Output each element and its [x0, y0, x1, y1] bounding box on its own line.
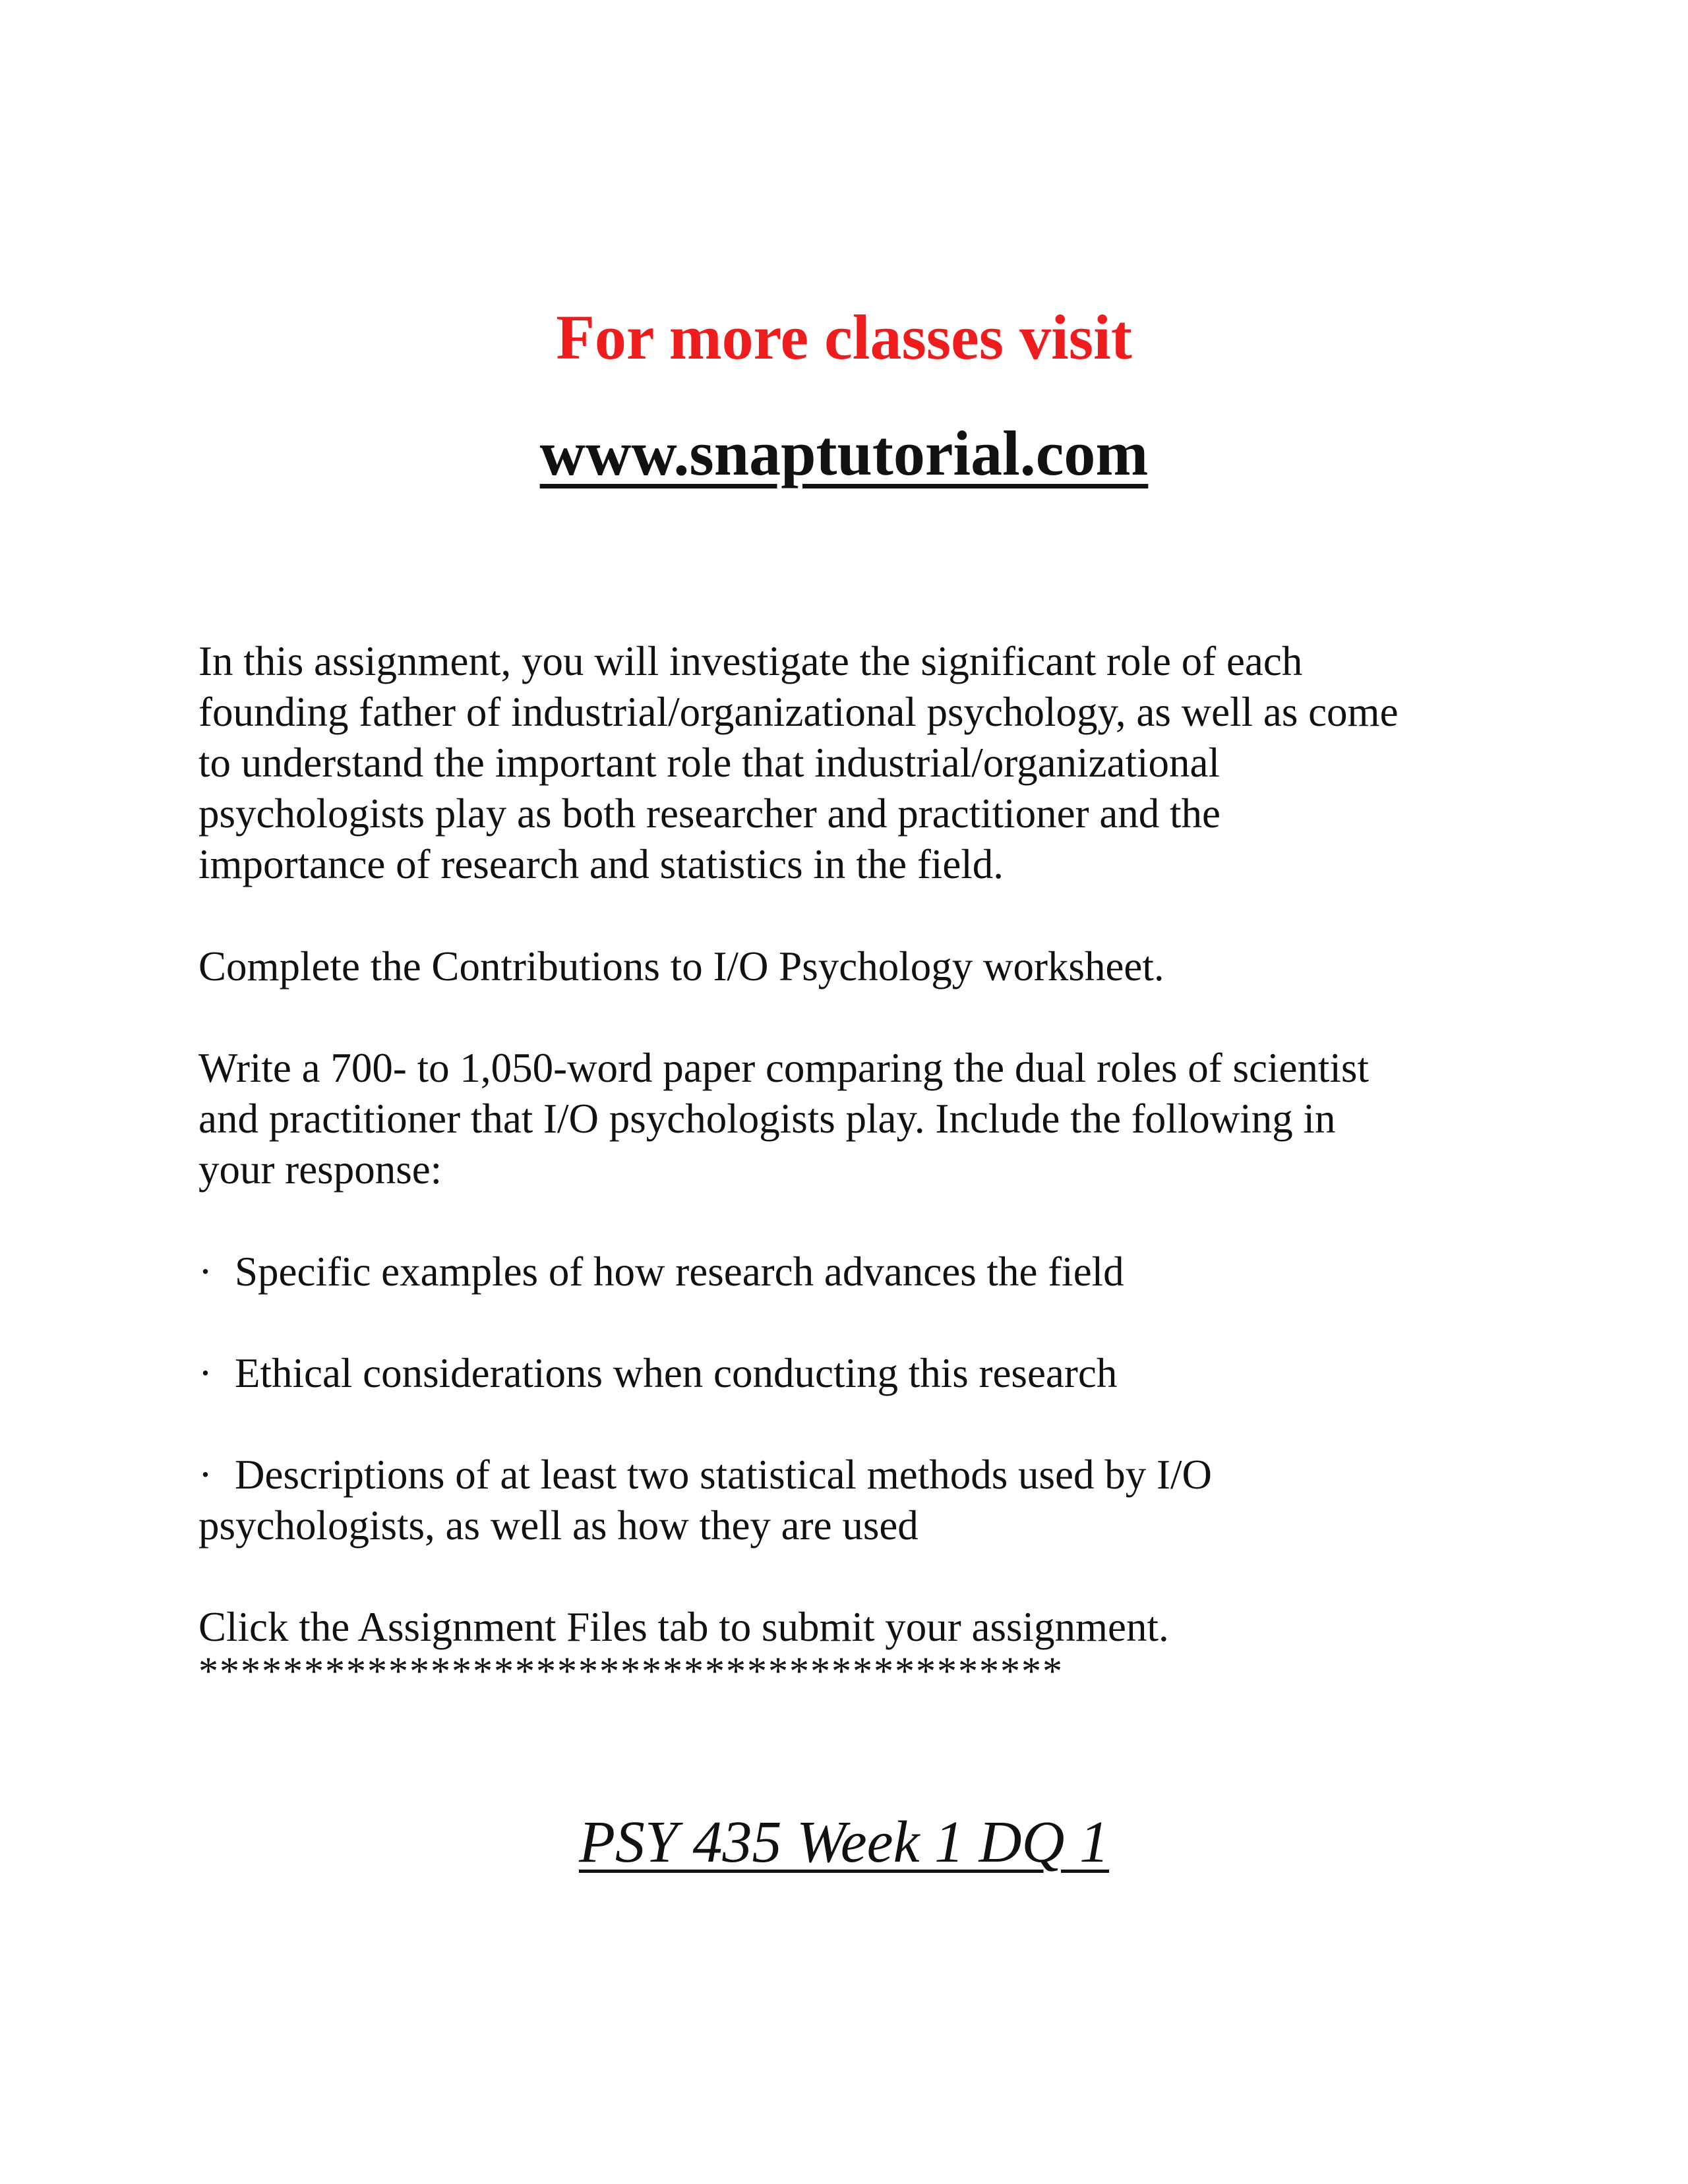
paper-line: Write a 700- to 1,050-word paper comparing the dual roles of scientist [198, 1045, 1369, 1091]
bullet-dot-icon: · [198, 1350, 212, 1396]
intro-line: In this assignment, you will investigate the significant role of each [198, 638, 1303, 684]
paper-line: your response: [198, 1146, 442, 1193]
intro-line: to understand the important role that industrial/organizational [198, 740, 1220, 786]
bullet-item [198, 1247, 1517, 1297]
submit-instruction: Click the Assignment Files tab to submit your assignment. [198, 1604, 1169, 1650]
paper-line: and practitioner that I/O psychologists play. Include the following in [198, 1096, 1336, 1142]
intro-line: importance of research and statistics in the field. [198, 841, 1004, 887]
course-code-text: PSY 435 Week 1 DQ 1 [578, 1810, 1110, 1875]
paper-instruction [198, 1043, 1517, 1195]
promo-heading: For more classes visit [556, 302, 1132, 372]
intro-paragraph [198, 636, 1517, 890]
bullet-text: Specific examples of how research advances the field [235, 1249, 1124, 1295]
bullet-item [198, 1450, 1517, 1551]
course-title [0, 1806, 1688, 1879]
bullet-line [198, 1450, 1517, 1500]
bullet-line [198, 1348, 1517, 1399]
intro-line: founding father of industrial/organizational psychology, as well as come [198, 689, 1399, 735]
worksheet-line: Complete the Contributions to I/O Psychology worksheet. [198, 943, 1164, 989]
bullet-dot-icon: · [198, 1452, 212, 1498]
bullet-text: Descriptions of at least two statistical methods used by I/O [235, 1452, 1212, 1498]
intro-line: psychologists play as both researcher and practitioner and the [198, 790, 1221, 837]
bullet-text: Ethical considerations when conducting this research [235, 1350, 1118, 1396]
bullet-item [198, 1348, 1517, 1399]
separator-stars: ***************************************** [198, 1649, 1064, 1693]
bullet-dot-icon: · [198, 1249, 212, 1295]
bullet-line [198, 1247, 1517, 1297]
bullet-continuation: psychologists, as well as how they are used [198, 1502, 919, 1549]
worksheet-instruction [198, 941, 1517, 992]
website-link[interactable]: www.snaptutorial.com [539, 418, 1149, 488]
